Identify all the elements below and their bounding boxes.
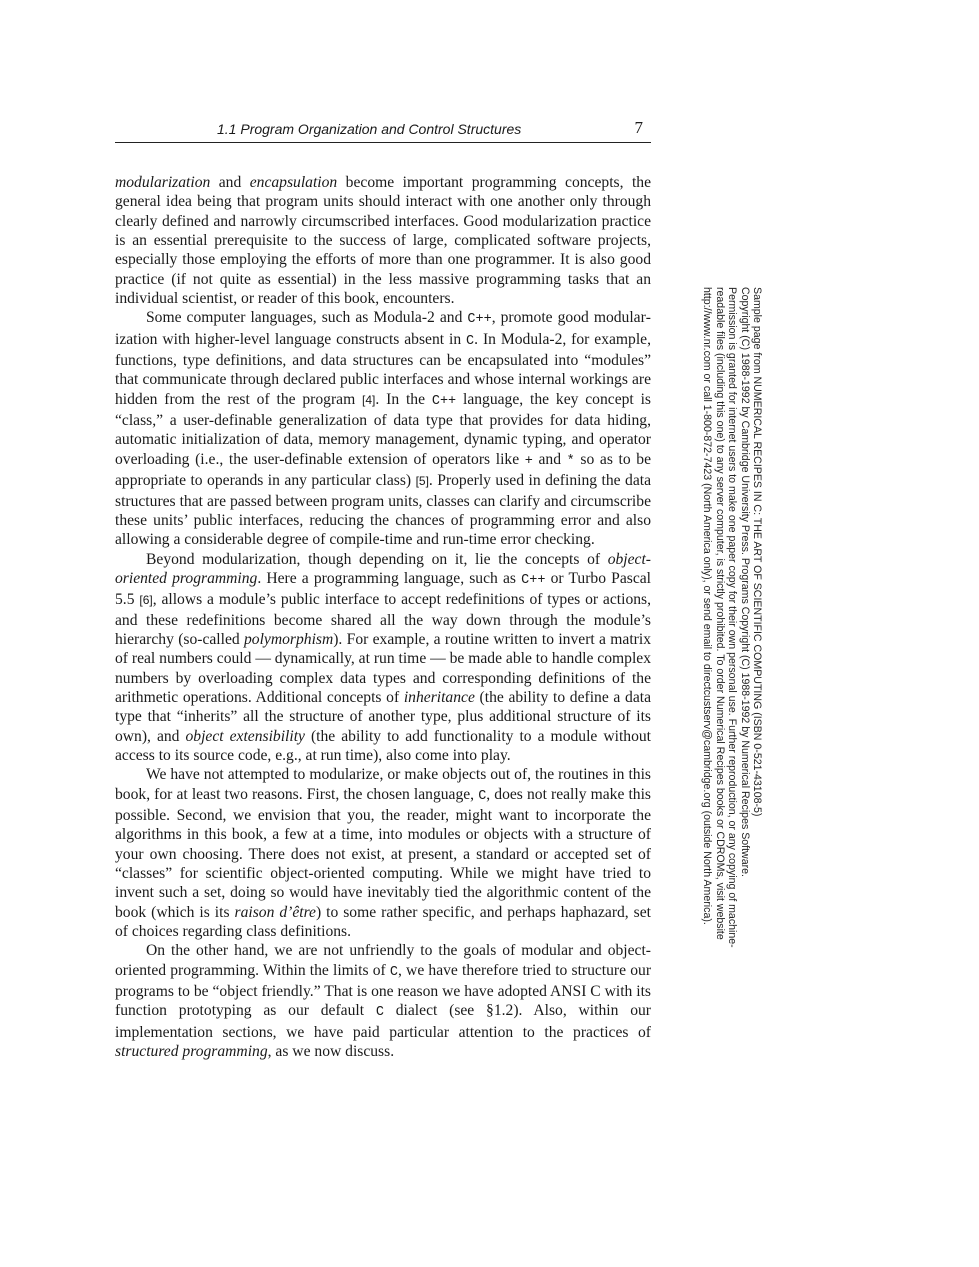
text-span: (the ability to add functionality to a module without access to its source code, e.g., at run time), also come into play. xyxy=(115,727,651,764)
text-span: , promote good modularization with higher-level language constructs absent in xyxy=(115,309,651,348)
code-span: C xyxy=(466,333,475,349)
text-span: dialect (see §1.2). Also, within our implementation sections, we have paid particular attention to the practices of xyxy=(115,1002,651,1041)
text-span: language, the key concept is “class,” a user-definable generalization of data type that provides for data hiding, automatic initialization of data, memory management, dynamic typing, and operator overloading (i.e., the user-definable extension of operators like xyxy=(115,390,651,468)
text-span: . In the xyxy=(375,390,432,408)
code-span: C xyxy=(478,788,487,804)
text-span: . In Modula-2, for example, functions, type definitions, and data structures can be encapsulated into “modules” that communicate through declared public interfaces and whose internal workings are hidden from the rest of the program xyxy=(115,330,651,408)
page-number: 7 xyxy=(634,118,643,137)
text-span: Beyond modularization, though depending on it, lie the concepts of xyxy=(146,550,608,568)
code-span: C++ xyxy=(467,312,492,328)
text-span: polymorphism xyxy=(244,630,334,648)
text-span: modularization xyxy=(115,174,211,191)
paragraph-1 xyxy=(115,173,651,308)
code-span: C xyxy=(375,1005,384,1021)
code-span: + xyxy=(524,453,533,469)
text-span: ) to some rather specific, and perhaps haphazard, set of choices regarding class definitions. xyxy=(115,903,651,941)
text-span: Some computer languages, such as Modula-2 and xyxy=(146,309,468,327)
text-span: and xyxy=(210,174,250,191)
reference-marker: [4] xyxy=(362,392,376,407)
reference-marker: [5] xyxy=(415,474,429,489)
side-note-line: Sample page from NUMERICAL RECIPES IN C: THE ART OF SCIENTIFIC COMPUTING (ISBN 0-521-43108-5) xyxy=(751,287,763,817)
code-span: C++ xyxy=(431,393,457,409)
side-note-line: Permission is granted for internet users to make one paper copy for their own personal use. Further reproduction, or any copying of machine- xyxy=(726,287,739,948)
text-span: On the other hand, we are not unfriendly to the goals of modular and object-oriented programming. Within the limits of xyxy=(115,942,651,979)
code-span: C++ xyxy=(521,572,546,588)
text-span: inheritance xyxy=(403,688,475,706)
paragraph-5 xyxy=(115,941,651,1061)
text-span: We have not attempted to modularize, or make objects out of, the routines in this book, for at least two reasons. First, the chosen language, xyxy=(115,766,651,803)
text-span: structured programming xyxy=(115,1043,268,1061)
text-span: and xyxy=(532,450,567,468)
text-span: become important programming concepts, the general idea being that program units should interact with one another only through clearly defined and narrowly circumscribed interfaces. Good modularization practice is an essential prerequisite to the success of large, complicated software projects, especially those employing the efforts of more than one programmer. It is also good practice (if not quite as essential) in the less massive programming tasks that an individual scientist, or reader of this book, encounters. xyxy=(115,174,651,308)
code-span: * xyxy=(566,453,575,469)
text-span: encapsulation xyxy=(249,174,338,191)
side-note-line: http://www.nr.com or call 1-800-872-7423 (North America only), or send email to directcustserv@cambridge.org (outside North America). xyxy=(701,287,714,925)
text-span: . Properly used in defining the data structures that are passed between program units, classes can clarify and circumscribe these units’ public interfaces, reducing the chances of programming error and also allowing a considerable degree of compile-time and run-time error checking. xyxy=(115,472,651,549)
text-span: object-oriented programming xyxy=(115,550,651,587)
section-title: 1.1 Program Organization and Control Structures xyxy=(217,121,522,137)
reference-marker: [6] xyxy=(139,593,153,608)
paragraph-4 xyxy=(115,765,651,941)
paragraph-2 xyxy=(115,308,651,549)
paragraph-3 xyxy=(115,550,651,766)
text-span: raison d’être xyxy=(234,903,316,921)
text-span: , as we now discuss. xyxy=(267,1043,395,1061)
text-span: , does not really make this possible. Second, we envision that you, the reader, might want to incorporate the algorithms in this book, a few at a time, into modules or objects with a structure of your own choosing. There does not exist, at present, a standard or accepted set of “classes” for scientific object-oriented computing. While we might have tried to invent such a set, doing so would have inevitably tied the algorithmic content of the book (which is its xyxy=(115,785,651,921)
code-span: C xyxy=(389,964,398,980)
text-span: . Here a programming language, such as xyxy=(257,569,522,587)
side-note-line: readable files (including this one) to any server computer, is strictly prohibited. To order Numerical Recipes books or CDROMs, visit website xyxy=(713,287,726,940)
text-span: , we have therefore tried to structure our programs to be “object friendly.” That is one reason we have adopted ANSI C with its function prototyping as our default xyxy=(115,961,652,1020)
body-text xyxy=(115,173,651,1061)
text-span: (the ability to define a data type that “inherits” all the structure of another type, plus additional structure of its own), and xyxy=(115,688,651,745)
side-note-line: Copyright (C) 1988-1992 by Cambridge University Press. Programs Copyright (C) 1988-1992 by Numerical Recipes Software. xyxy=(738,287,751,877)
text-span: object extensibility xyxy=(185,727,305,745)
text-span: so as to be appropriate to operands in any particular class) xyxy=(115,450,651,490)
text-span: or Turbo Pascal 5.5 xyxy=(115,569,651,609)
text-span: , allows a module’s public interface to accept redefinitions of types or actions, and these redefinitions become shared all the way down through the module’s hierarchy (so-called xyxy=(115,591,652,648)
copyright-side-note xyxy=(693,287,763,948)
text-span: ). For example, a routine written to invert a matrix of real numbers could — dynamically, at run time — be made able to handle complex numbers by overloading complex data types and corresponding definitions of the arithmetic operations. Additional concepts of xyxy=(115,630,651,706)
running-head xyxy=(115,120,651,143)
